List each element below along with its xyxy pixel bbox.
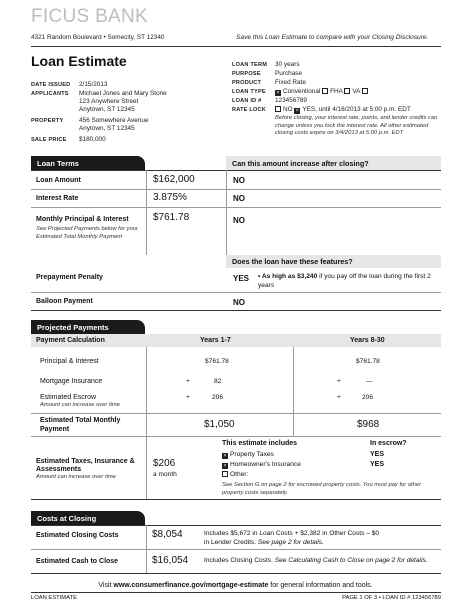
closing-costs-detail-line2: in Lender Credits. xyxy=(204,538,257,546)
footer-right: PAGE 1 OF 3 • LOAN ID # 123456789 xyxy=(342,595,441,601)
loan-id-value: 123456789 xyxy=(275,97,307,104)
loan-type-options xyxy=(275,88,370,96)
principal-interest-label: Principal & Interest xyxy=(40,358,99,365)
rate-lock-label: RATE LOCK xyxy=(232,107,267,113)
estimate-includes-label: This estimate includes xyxy=(222,440,298,447)
total-monthly-c1: $1,050 xyxy=(204,419,235,430)
homeowners-insurance-text: Homeowner's Insurance xyxy=(230,461,301,468)
checkbox-fha[interactable] xyxy=(322,88,328,94)
checkbox-conventional[interactable]: × xyxy=(276,90,280,96)
applicants-label: APPLICANTS xyxy=(31,91,69,97)
mortgage-insurance-c1: 82 xyxy=(214,378,222,385)
loan-term-label: LOAN TERM xyxy=(232,62,268,68)
rate-lock-note: Before closing, your interest rate, points, and lender credits can change unless you lock the interest rate. All other estimated closing costs expire on 3/4/2013 at 5:00 p.m. EDT xyxy=(275,115,438,137)
include-property-taxes xyxy=(222,451,274,459)
compare-note: Save this Loan Estimate to compare with your Closing Disclosure. xyxy=(236,34,429,41)
loan-id-label: LOAN ID # xyxy=(232,98,262,104)
footer-visit xyxy=(0,582,471,589)
checkbox-other[interactable] xyxy=(222,471,228,477)
checkbox-rate-lock-no[interactable] xyxy=(275,106,281,112)
mortgage-insurance-c2: — xyxy=(366,378,373,385)
sale-price-value: $180,000 xyxy=(79,136,106,143)
date-issued-label: DATE ISSUED xyxy=(31,82,71,88)
include-other xyxy=(222,471,248,478)
checkbox-other-type[interactable] xyxy=(362,88,368,94)
monthly-pi-label: Monthly Principal & Interest xyxy=(36,216,129,223)
property-label: PROPERTY xyxy=(31,118,64,124)
option-conventional: Conventional xyxy=(283,88,321,95)
escrow-plus-2: + xyxy=(337,394,341,401)
checkbox-homeowners-insurance[interactable]: × xyxy=(223,463,227,469)
property-taxes-escrow: YES xyxy=(370,451,385,458)
escrow-label: Estimated Escrow xyxy=(40,394,97,401)
taxes-note: Amount can increase over time xyxy=(36,474,116,480)
prepayment-condition: if you pay off the loan during the first 2 years xyxy=(258,273,431,289)
option-va: VA xyxy=(352,88,361,95)
checkbox-va[interactable] xyxy=(344,88,350,94)
property-address-2: Anytown, ST 12345 xyxy=(79,125,135,132)
monthly-pi-note: See Projected Payments below for your Estimated Total Monthly Payment xyxy=(36,226,138,240)
loan-term-value: 30 years xyxy=(275,61,300,68)
total-monthly-label: Estimated Total Monthly Payment xyxy=(40,417,121,433)
mortgage-insurance-label: Mortgage Insurance xyxy=(40,378,103,385)
interest-rate-value: 3.875% xyxy=(153,192,187,203)
col-years-1-7: Years 1-7 xyxy=(200,337,231,344)
applicants-value: Michael Jones and Mary Stone xyxy=(79,90,167,97)
applicants-address-1: 123 Anywhere Street xyxy=(79,98,139,105)
balloon-payment-answer: NO xyxy=(233,298,245,307)
product-label: PRODUCT xyxy=(232,80,262,86)
property-taxes-text: Property Taxes xyxy=(230,451,274,458)
sale-price-label: SALE PRICE xyxy=(31,137,67,143)
homeowners-insurance-escrow: YES xyxy=(370,461,385,468)
interest-rate-label: Interest Rate xyxy=(36,195,79,202)
features-question: Does the loan have these features? xyxy=(226,255,441,268)
closing-costs-detail-note: See page 2 for details. xyxy=(257,538,324,546)
rate-lock-no: NO xyxy=(283,106,293,113)
interest-rate-increase: NO xyxy=(233,194,245,203)
principal-interest-c1: $761.78 xyxy=(205,358,229,365)
product-value: Fixed Rate xyxy=(275,79,306,86)
purpose-label: PURPOSE xyxy=(232,71,261,77)
loan-amount-label: Loan Amount xyxy=(36,177,81,184)
header-rule xyxy=(31,46,441,47)
escrow-c2: 206 xyxy=(362,394,374,401)
increase-question: Can this amount increase after closing? xyxy=(226,156,441,170)
loan-info xyxy=(232,61,444,151)
checkbox-rate-lock-yes[interactable]: × xyxy=(295,108,299,114)
loan-terms-header: Loan Terms xyxy=(31,156,145,170)
escrow-plus-1: + xyxy=(186,394,190,401)
taxes-label: Estimated Taxes, Insurance & Assessments xyxy=(36,458,135,473)
prepayment-amount: • As high as $3,240 xyxy=(258,273,318,280)
purpose-value: Purchase xyxy=(275,70,302,77)
cash-to-close-detail xyxy=(204,557,440,564)
balloon-payment-label: Balloon Payment xyxy=(36,298,93,305)
principal-interest-c2: $761.78 xyxy=(356,358,380,365)
payment-calc-label: Payment Calculation xyxy=(36,337,105,344)
visit-pre: Visit xyxy=(98,582,114,589)
bank-name: FICUS BANK xyxy=(31,6,149,27)
cash-to-close-label: Estimated Cash to Close xyxy=(36,558,119,565)
date-issued-value: 2/15/2013 xyxy=(79,81,108,88)
loan-type-label: LOAN TYPE xyxy=(232,89,266,95)
rate-lock-options xyxy=(275,106,411,114)
closing-costs-label: Estimated Closing Costs xyxy=(36,532,119,539)
consumer-finance-link[interactable]: www.consumerfinance.gov/mortgage-estimate xyxy=(113,582,269,589)
escrow-c1: 206 xyxy=(212,394,224,401)
rate-lock-yes: YES, until 4/16/2013 at 5:00 p.m. EDT xyxy=(302,106,411,113)
in-escrow-label: In escrow? xyxy=(370,440,407,447)
other-text: Other: xyxy=(230,471,249,478)
col-years-8-30: Years 8-30 xyxy=(350,337,385,344)
applicant-info xyxy=(31,81,221,151)
loan-amount-increase: NO xyxy=(233,176,245,185)
include-homeowners-insurance xyxy=(222,461,301,469)
option-fha: FHA xyxy=(330,88,343,95)
projected-payments-header: Projected Payments xyxy=(31,320,145,334)
footer-left: LOAN ESTIMATE xyxy=(31,595,77,601)
escrow-note: Amount can increase over time xyxy=(40,402,120,408)
mi-plus-2: + xyxy=(337,378,341,385)
prepayment-penalty-detail xyxy=(258,272,438,290)
closing-costs-value: $8,054 xyxy=(152,529,183,540)
cash-to-close-value: $16,054 xyxy=(152,555,189,566)
bank-address: 4321 Random Boulevard • Somecity, ST 12340 xyxy=(31,34,165,41)
loan-amount-value: $162,000 xyxy=(153,174,195,185)
page-title: Loan Estimate xyxy=(31,53,127,69)
property-address-1: 456 Somewhere Avenue xyxy=(79,117,149,124)
mi-plus-1: + xyxy=(186,378,190,385)
closing-costs-detail xyxy=(204,530,440,547)
visit-post: for general information and tools. xyxy=(268,582,373,589)
closing-costs-detail-line1: Includes $5,672 in Loan Costs + $2,382 in Other Costs – $0 xyxy=(204,530,380,537)
monthly-pi-increase: NO xyxy=(233,216,245,225)
prepayment-penalty-answer: YES xyxy=(233,274,250,283)
taxes-amount: $206 xyxy=(153,458,176,469)
cash-to-close-detail-note: See Calculating Cash to Close on page 2 for details. xyxy=(274,557,428,564)
costs-at-closing-header: Costs at Closing xyxy=(31,511,145,525)
checkbox-property-taxes[interactable]: × xyxy=(223,453,227,459)
taxes-per: a month xyxy=(153,471,177,478)
total-monthly-c2: $968 xyxy=(357,419,380,430)
cash-to-close-detail-text: Includes Closing Costs. xyxy=(204,557,273,564)
applicants-address-2: Anytown, ST 12345 xyxy=(79,106,135,113)
taxes-footnote: See Section G on page 2 for escrowed property costs. You must pay for other property costs separately. xyxy=(222,482,422,496)
monthly-pi-value: $761.78 xyxy=(153,212,190,223)
prepayment-penalty-label: Prepayment Penalty xyxy=(36,274,103,281)
